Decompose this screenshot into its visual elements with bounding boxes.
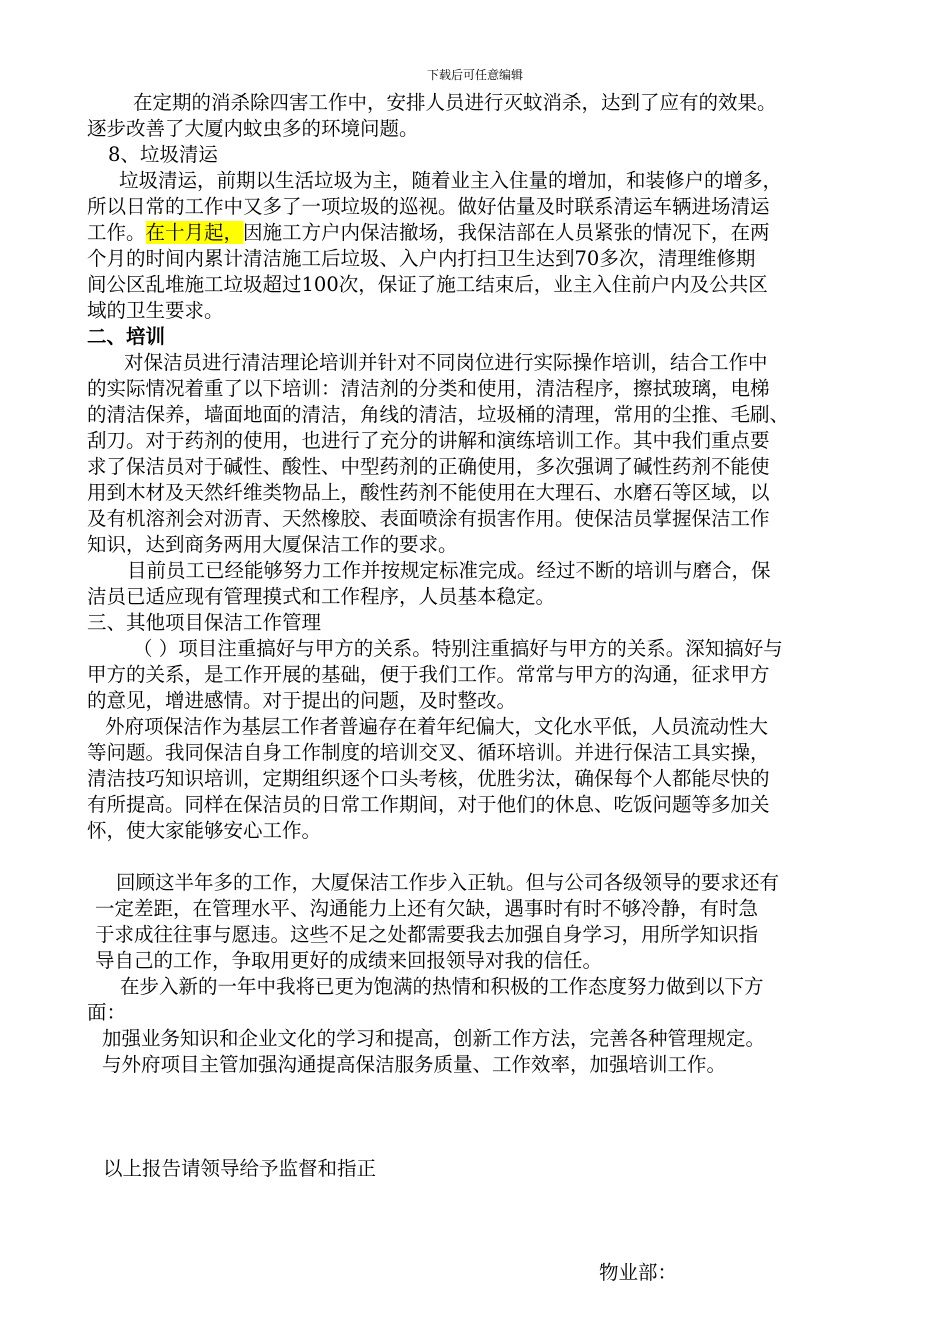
page-header: 下载后可任意编辑 <box>426 68 523 82</box>
paragraph-line: 外府项保洁作为基层工作者普遍存在着年纪偏大，文化水平低，人员流动性大 <box>105 715 769 738</box>
paragraph-line: 对保洁员进行清洁理论培训并针对不同岗位进行实际操作培训，结合工作中 <box>124 351 768 374</box>
paragraph-line: 求了保洁员对于碱性、酸性、中型药剂的正确使用，多次强调了碱性药剂不能使 <box>87 455 770 478</box>
highlighted-text: 在十月起， <box>145 221 244 244</box>
paragraph-line: 在定期的消杀除四害工作中，安排人员进行灭蚊消杀，达到了应有的效果。 <box>133 91 777 114</box>
paragraph-line: 逐步改善了大厦内蚊虫多的环境问题。 <box>87 117 419 140</box>
paragraph-line: 清洁技巧知识培训，定期组织逐个口头考核，优胜劣汰，确保每个人都能尽快的 <box>87 767 770 790</box>
paragraph-line: 一定差距，在管理水平、沟通能力上还有欠缺，遇事时有时不够冷静，有时急 <box>95 897 759 920</box>
paragraph-line: 的实际情况着重了以下培训：清洁剂的分类和使用，清洁程序，擦拭玻璃，电梯 <box>87 377 770 400</box>
paragraph-line: 目前员工已经能够努力工作并按规定标准完成。经过不断的培训与磨合，保 <box>127 559 771 582</box>
line-text: 因施工方户内保洁撤场，我保洁部在人员紧张的情况下，在两 <box>243 221 770 244</box>
paragraph-line: 域的卫生要求。 <box>87 299 224 322</box>
paragraph-line: （ ）项目注重搞好与甲方的关系。特别注重搞好与甲方的关系。深知搞好与 <box>133 637 783 660</box>
section-heading: 三、其他项目保洁工作管理 <box>87 611 322 634</box>
section-heading: 二、培训 <box>87 325 166 348</box>
list-item: 与外府项目主管加强沟通提高保洁服务质量、工作效率，加强培训工作。 <box>102 1053 727 1076</box>
paragraph-line <box>87 220 770 246</box>
paragraph-line: 个月的时间内累计清洁施工后垃圾、入户内打扫卫生达到70多次，清理维修期 <box>87 247 756 270</box>
paragraph-line: 面： <box>87 1001 127 1024</box>
signature-line: 物业部： <box>599 1261 678 1284</box>
paragraph-line: 刮刀。对于药剂的使用，也进行了充分的讲解和演练培训工作。其中我们重点要 <box>87 429 770 452</box>
paragraph-line: 导自己的工作，争取用更好的成绩来回报领导对我的信任。 <box>95 949 603 972</box>
paragraph-line: 的清洁保养，墙面地面的清洁，角线的清洁，垃圾桶的清理，常用的尘推、毛刷、 <box>87 403 790 426</box>
paragraph-line: 用到木材及天然纤维类物品上，酸性药剂不能使用在大理石、水磨石等区域，以 <box>87 481 770 504</box>
paragraph-line: 所以日常的工作中又多了一项垃圾的巡视。做好估量及时联系清运车辆进场清运 <box>87 195 770 218</box>
paragraph-line: 在步入新的一年中我将已更为饱满的热情和积极的工作态度努力做到以下方 <box>120 975 764 998</box>
paragraph-line: 知识，达到商务两用大厦保洁工作的要求。 <box>87 533 458 556</box>
paragraph-line: 及有机溶剂会对沥青、天然橡胶、表面喷涂有损害作用。使保洁员掌握保洁工作 <box>87 507 770 530</box>
paragraph-line: 间公区乱堆施工垃圾超过100次，保证了施工结束后，业主入住前户内及公共区 <box>87 273 768 296</box>
paragraph-line: 的意见，增进感情。对于提出的问题，及时整改。 <box>87 689 517 712</box>
paragraph-line: 有所提高。同样在保洁员的日常工作期间，对于他们的休息、吃饭问题等多加关 <box>87 793 770 816</box>
paragraph-line: 等问题。我同保洁自身工作制度的培训交叉、循环培训。并进行保洁工具实操， <box>87 741 770 764</box>
line-text: 工作。 <box>87 221 146 244</box>
paragraph-line: 洁员已适应现有管理摸式和工作程序，人员基本稳定。 <box>87 585 556 608</box>
paragraph-line: 垃圾清运，前期以生活垃圾为主，随着业主入住量的增加，和装修户的增多， <box>119 169 783 192</box>
list-item: 加强业务知识和企业文化的学习和提高，创新工作方法，完善各种管理规定。 <box>102 1027 766 1050</box>
paragraph-line: 于求成往往事与愿违。这些不足之处都需要我去加强自身学习，用所学知识指 <box>95 923 759 946</box>
closing-line: 以上报告请领导给予监督和指正 <box>103 1157 377 1180</box>
paragraph-line: 怀，使大家能够安心工作。 <box>87 819 322 842</box>
paragraph-line: 回顾这半年多的工作，大厦保洁工作步入正轨。但与公司各级领导的要求还有 <box>116 871 780 894</box>
section-heading: 8、垃圾清运 <box>108 143 218 166</box>
paragraph-line: 甲方的关系，是工作开展的基础，便于我们工作。常常与甲方的沟通，征求甲方 <box>87 663 770 686</box>
